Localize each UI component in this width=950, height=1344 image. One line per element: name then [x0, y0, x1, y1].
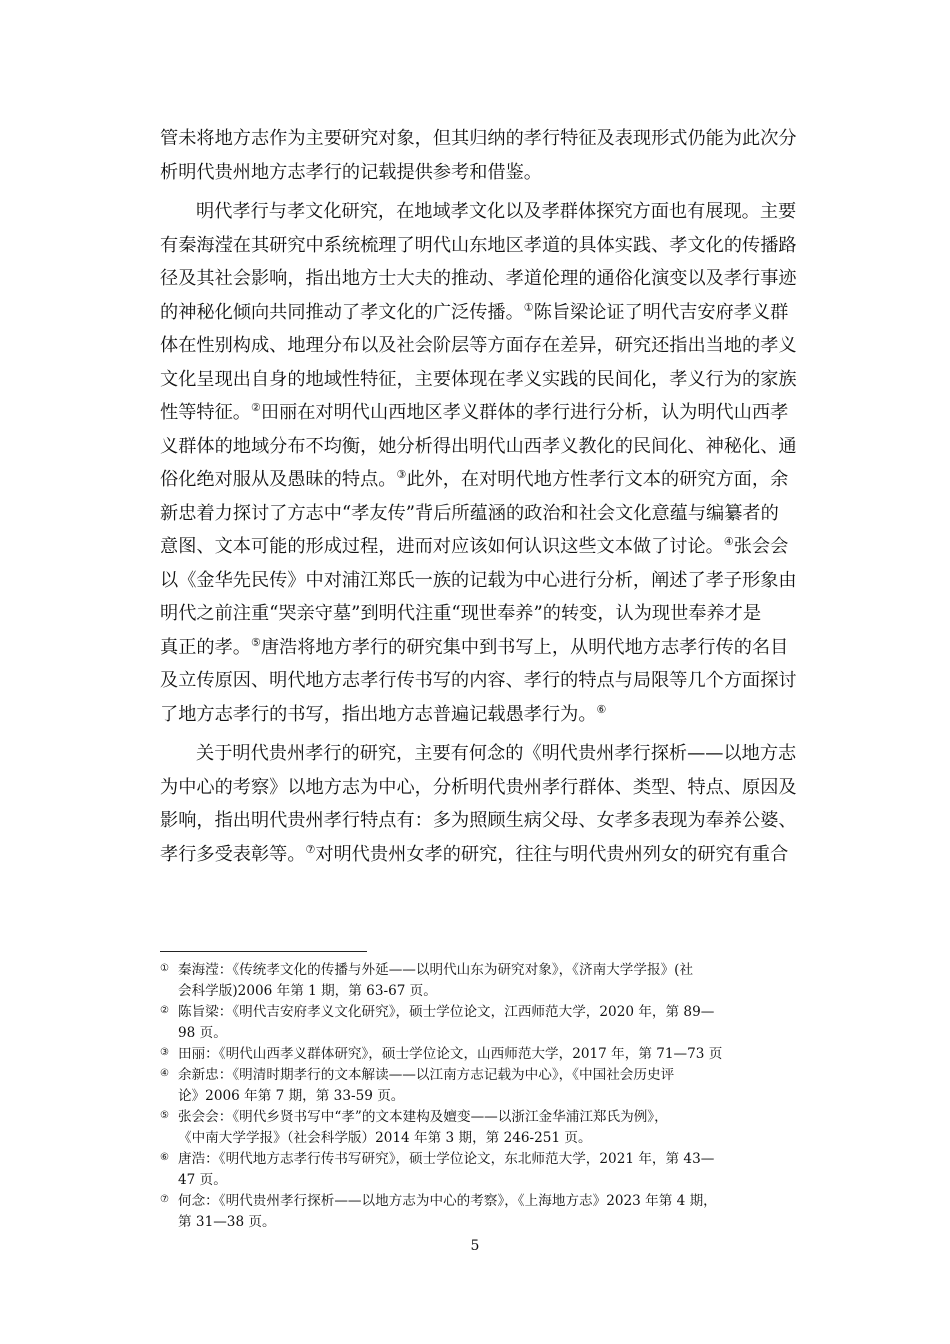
footnote-line: 张会会：《明代乡贤书写中“孝”的文本建构及嬗变——以浙江金华浦江郑氏为例》，	[178, 1109, 668, 1125]
text-line: 关于明代贵州孝行的研究，主要有何念的《明代贵州孝行探析——以地方志	[196, 743, 797, 764]
footnote	[160, 1191, 850, 1233]
footnote-ref[interactable]: ③	[396, 468, 407, 481]
footnote-line: 第 31—38 页。	[178, 1214, 276, 1230]
footnote-ref[interactable]: ⑥	[596, 702, 607, 716]
text-segment: 唐浩将地方孝行的研究集中到书写上，从明代地方志孝行传的名目	[260, 636, 789, 658]
footnote-line: 何念：《明代贵州孝行探析——以地方志为中心的考察》，《上海地方志》2023 年第 4 期，	[178, 1193, 717, 1209]
footnote-mark: ③	[160, 1047, 169, 1058]
text-line: 及立传原因、明代地方志孝行传书写的内容、孝行的特点与局限等几个方面探讨	[160, 670, 797, 691]
footnote	[160, 960, 850, 1002]
text-segment: 田丽在对明代山西地区孝义群体的孝行进行分析，认为明代山西孝	[260, 402, 789, 423]
text-segment: 俗化绝对服从及愚昧的特点。	[160, 469, 397, 490]
footnote	[160, 1065, 850, 1107]
footnote-line: 会科学版)2006 年第 1 期，第 63-67 页。	[178, 983, 437, 999]
body-text	[160, 122, 838, 871]
footnote-ref[interactable]: ⑤	[250, 635, 261, 649]
footnote-line: 余新忠：《明清时期孝行的文本解读——以江南方志记载为中心》，《中国社会历史评	[178, 1067, 675, 1083]
text-line: 管未将地方志作为主要研究对象，但其归纳的孝行特征及表现形式仍能为此次分	[160, 128, 797, 149]
text-segment: 真正的孝。	[160, 636, 251, 658]
text-line	[160, 530, 838, 564]
text-line: 体在性别构成、地理分布以及社会阶层等方面存在差异，研究还指出当地的孝义	[160, 335, 797, 356]
footnote	[160, 1149, 850, 1191]
footnotes	[160, 960, 850, 1233]
text-line: 新忠着力探讨了方志中“孝友传”背后所蕴涵的政治和社会文化意蕴与编纂者的	[160, 502, 779, 524]
text-segment: 对明代贵州女孝的研究，往往与明代贵州列女的研究有重合	[315, 843, 789, 865]
footnote	[160, 1002, 850, 1044]
text-line: 文化呈现出自身的地域性特征，主要体现在孝义实践的民间化，孝义行为的家族	[160, 368, 797, 390]
footnote-ref[interactable]: ②	[250, 401, 261, 414]
footnote-mark: ⑥	[160, 1152, 169, 1163]
text-line: 明代孝行与孝文化研究，在地域孝文化以及孝群体探究方面也有展现。主要	[196, 201, 797, 222]
text-line: 径及其社会影响，指出地方士大夫的推动、孝道伦理的通俗化演变以及孝行事迹	[160, 268, 797, 289]
text-line: 析明代贵州地方志孝行的记载提供参考和借鉴。	[160, 161, 542, 183]
text-line: 以《金华先民传》中对浦江郑氏一族的记载为中心进行分析，阐述了孝子形象由	[160, 569, 797, 591]
footnote-ref[interactable]: ⑦	[305, 842, 316, 856]
text-segment: 性等特征。	[160, 402, 251, 423]
footnote-line: 唐浩：《明代地方志孝行传书写研究》，硕士学位论文，东北师范大学，2021 年，第 43—	[178, 1151, 715, 1167]
text-line	[160, 698, 838, 732]
text-segment: 孝行多受表彰等。	[160, 843, 306, 865]
text-line: 有秦海滢在其研究中系统梳理了明代山东地区孝道的具体实践、孝文化的传播路	[160, 234, 797, 256]
footnote-mark: ①	[160, 963, 169, 974]
text-segment: 意图、文本可能的形成过程，进而对应该如何认识这些文本做了讨论。	[160, 536, 724, 557]
footnote-line: 47 页。	[178, 1172, 227, 1188]
page-number: 5	[470, 1238, 480, 1254]
text-segment: 张会会	[733, 536, 789, 557]
footnote-line: 秦海滢：《传统孝文化的传播与外延——以明代山东为研究对象》，《济南大学学报》(社	[178, 962, 694, 978]
paragraph	[160, 737, 838, 871]
footnote-line: 论》2006 年第 7 期，第 33-59 页。	[178, 1088, 405, 1104]
footnote	[160, 1107, 850, 1149]
footnote-separator	[160, 951, 367, 952]
footnote	[160, 1044, 850, 1065]
text-segment: 了地方志孝行的书写，指出地方志普遍记载愚孝行为。	[160, 703, 597, 725]
text-line	[160, 631, 838, 665]
text-line: 明代之前注重“哭亲守墓”到明代注重“现世奉养”的转变，认为现世奉养才是	[160, 603, 762, 624]
text-line	[160, 296, 838, 330]
text-line: 义群体的地域分布不均衡，她分析得出明代山西孝义教化的民间化、神秘化、通	[160, 435, 797, 457]
text-line	[160, 396, 838, 430]
footnote-line: 《中南大学学报》（社会科学版）2014 年第 3 期，第 246-251 页。	[178, 1130, 592, 1146]
footnote-ref[interactable]: ①	[523, 300, 534, 314]
paragraph	[160, 195, 838, 731]
text-segment: 此外，在对明代地方性孝行文本的研究方面，余	[406, 469, 789, 490]
footnote-mark: ②	[160, 1005, 169, 1016]
text-segment: 的神秘化倾向共同推动了孝文化的广泛传播。	[160, 301, 524, 323]
footnote-mark: ⑦	[160, 1194, 169, 1205]
text-line	[160, 838, 838, 872]
text-line	[160, 463, 838, 497]
text-segment: 陈旨梁论证了明代吉安府孝义群	[533, 301, 789, 323]
footnote-line: 陈旨梁：《明代吉安府孝义文化研究》，硕士学位论文，江西师范大学，2020 年，第 89—	[178, 1004, 715, 1020]
footnote-mark: ④	[160, 1068, 169, 1079]
footnote-mark: ⑤	[160, 1110, 169, 1121]
text-line: 为中心的考察》以地方志为中心，分析明代贵州孝行群体、类型、特点、原因及	[160, 776, 797, 798]
paragraph	[160, 122, 838, 189]
footnote-line: 98 页。	[178, 1025, 227, 1041]
text-line: 影响，指出明代贵州孝行特点有：多为照顾生病父母、女孝多表现为奉养公婆、	[160, 810, 797, 831]
footnote-ref[interactable]: ④	[723, 535, 734, 548]
footnote-line: 田丽：《明代山西孝义群体研究》，硕士学位论文，山西师范大学，2017 年，第 71—73 页	[178, 1046, 723, 1062]
